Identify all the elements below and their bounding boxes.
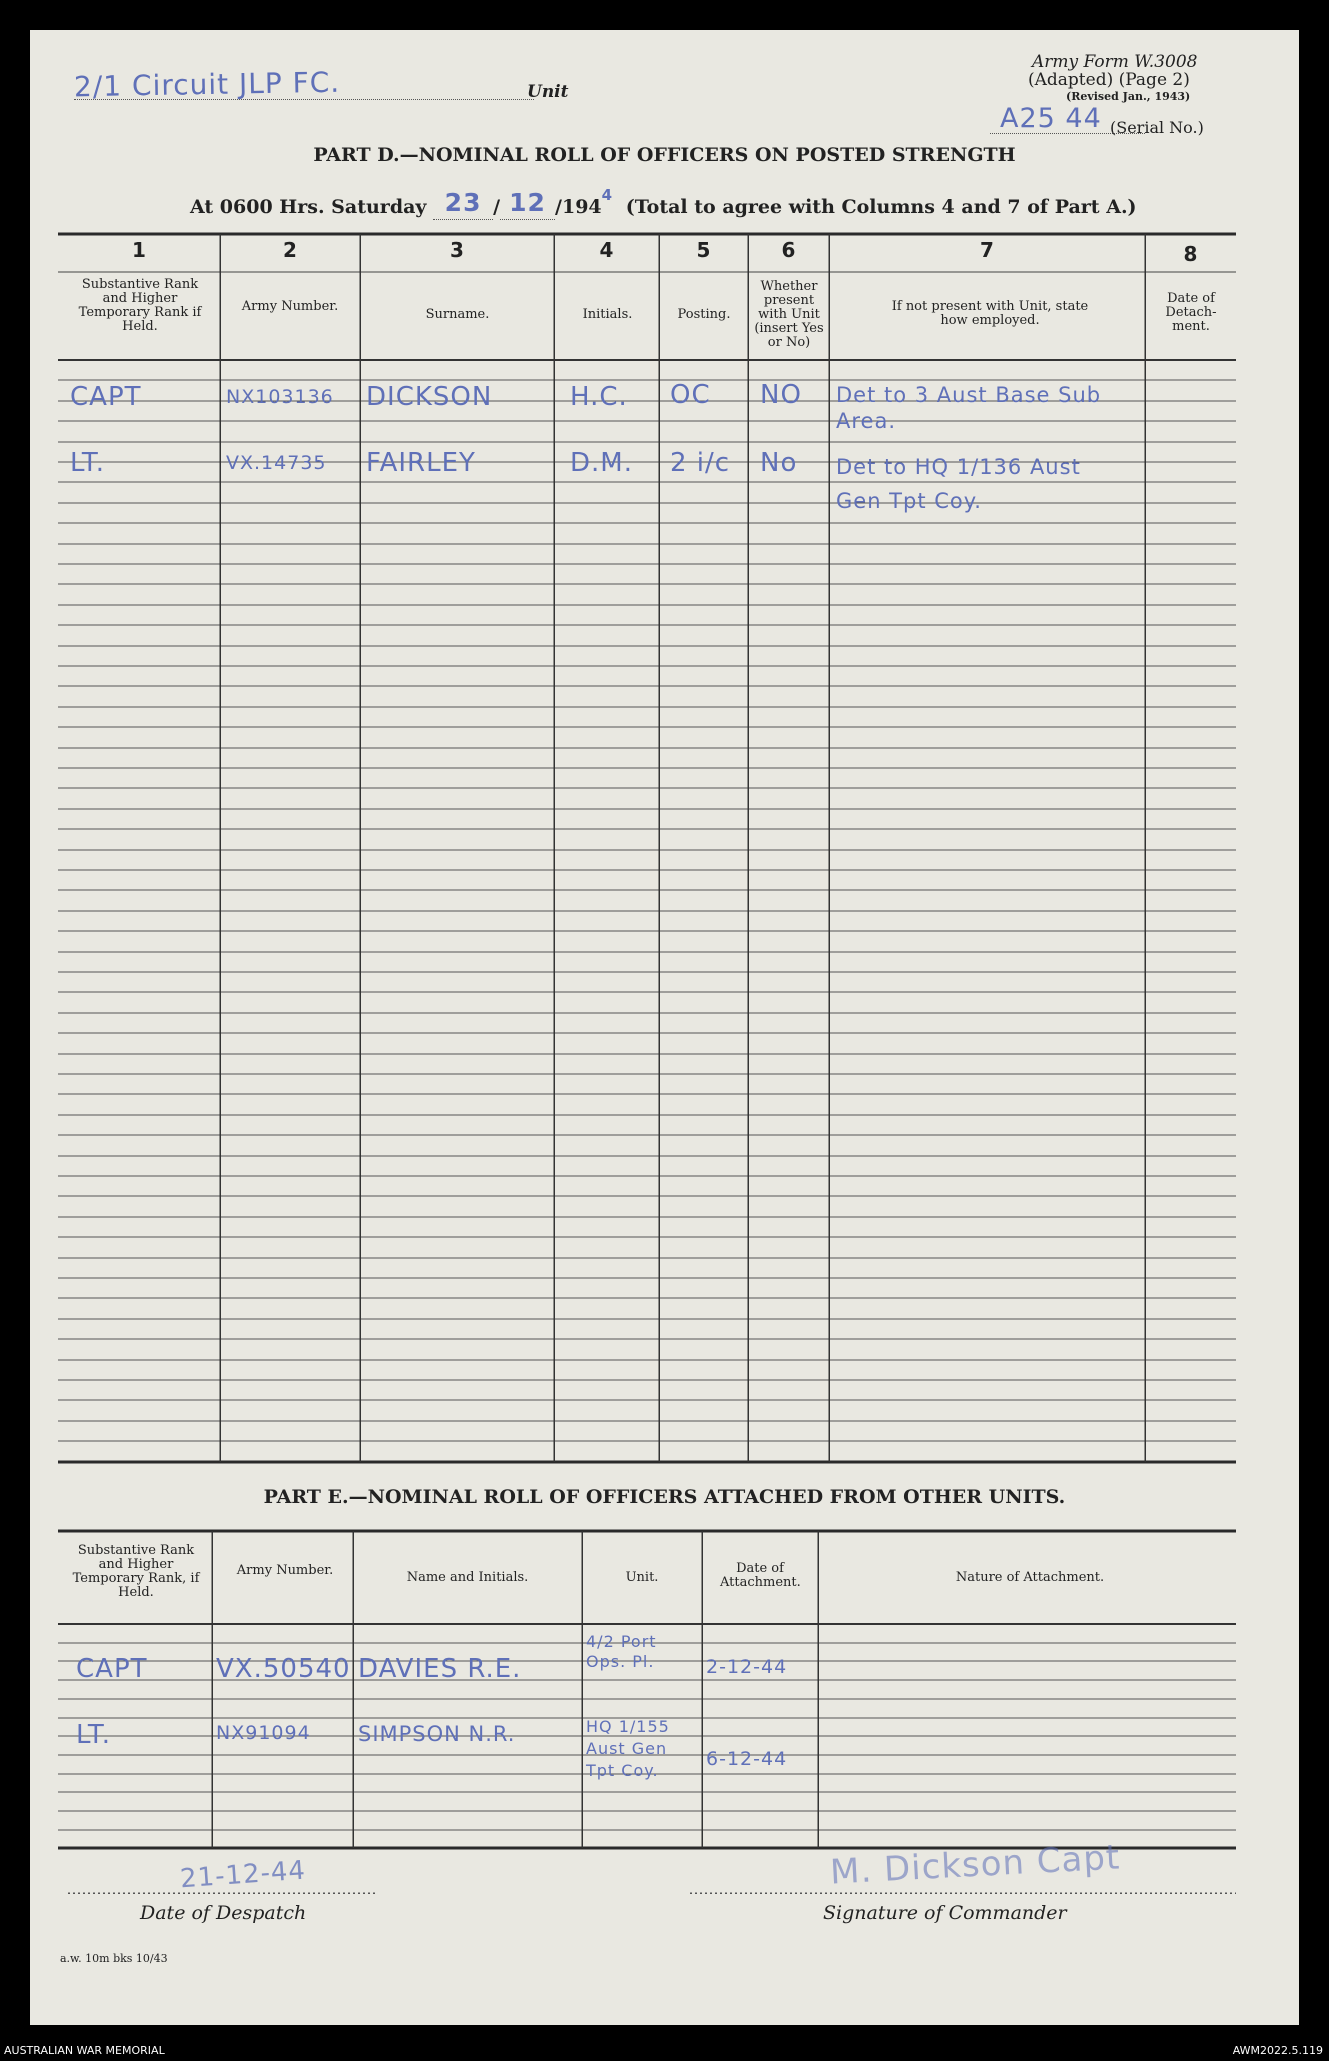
row1-surname: DICKSON — [366, 382, 493, 412]
col-num-3: 3 — [450, 238, 464, 262]
row2-rank: LT. — [70, 448, 105, 478]
row2-number: VX.14735 — [226, 452, 327, 474]
unit-handwritten: 2/1 Circuit JLP FC. — [73, 65, 341, 104]
col-num-2: 2 — [283, 238, 297, 262]
row1-posting: OC — [670, 380, 711, 410]
e-row1-rank: CAPT — [76, 1654, 148, 1684]
col-num-1: 1 — [132, 238, 146, 262]
archive-right-caption: AWM2022.5.119 — [1232, 2044, 1323, 2057]
e-row2-date: 6-12-44 — [706, 1748, 788, 1770]
col-header-surname: Surname. — [425, 307, 490, 322]
row2-employed: Det to HQ 1/136 Aust Gen Tpt Coy. — [836, 455, 1081, 513]
serial-handwritten: A25 44 — [1000, 103, 1102, 134]
col-header-detachment: Date of Detach-ment. — [1165, 291, 1217, 334]
col-header-initials: Initials. — [582, 307, 633, 322]
e-row2-name: SIMPSON N.R. — [358, 1722, 516, 1746]
e-row1-unit: 4/2 Port Ops. Pl. — [586, 1632, 657, 1671]
col-header-employed: If not present with Unit, state how employed. — [891, 299, 1089, 328]
row2-initials: D.M. — [570, 448, 633, 478]
e-col-header-date: Date of Attachment. — [720, 1561, 801, 1590]
form-revised: (Revised Jan., 1943) — [1066, 90, 1191, 103]
signature-label: Signature of Commander — [823, 1902, 1067, 1924]
form-sheet — [30, 30, 1299, 2025]
col-header-rank: Substantive Rank and Higher Temporary Rank if Held. — [78, 277, 202, 334]
date-suffix: (Total to agree with Columns 4 and 7 of Part A.) — [625, 196, 1137, 218]
form-adapted: (Adapted) (Page 2) — [1028, 70, 1190, 90]
date-month: 12 — [509, 188, 546, 217]
row1-number: NX103136 — [226, 386, 334, 408]
form-name: Army Form W.3008 — [1032, 52, 1198, 72]
e-col-header-nature: Nature of Attachment. — [955, 1570, 1105, 1585]
unit-label: Unit — [527, 82, 569, 102]
col-num-4: 4 — [599, 238, 614, 262]
e-col-header-name: Name and Initials. — [406, 1570, 529, 1585]
row1-present: NO — [760, 380, 802, 410]
e-row2-unit: HQ 1/155 Aust Gen Tpt Coy. — [586, 1717, 670, 1780]
serial-label: (Serial No.) — [1110, 118, 1204, 137]
signature-handwritten: M. Dickson Capt — [829, 1837, 1122, 1893]
e-row1-name: DAVIES R.E. — [358, 1654, 522, 1684]
row1-rank: CAPT — [70, 382, 142, 412]
part-d-date-line: At 0600 Hrs. Saturday 23 / 12 $/194^4$ (Total to agree with Columns 4 and 7 of Part A.) — [190, 185, 1137, 218]
e-row1-date: 2-12-44 — [706, 1656, 788, 1678]
e-col-header-rank: Substantive Rank and Higher Temporary Rank, if Held. — [72, 1543, 200, 1600]
e-row2-number: NX91094 — [216, 1722, 311, 1744]
col-num-5: 5 — [696, 238, 711, 262]
col-header-present: Whether present with Unit (insert Yes or No) — [754, 279, 824, 350]
archive-left-caption: AUSTRALIAN WAR MEMORIAL — [4, 2044, 165, 2057]
despatch-label: Date of Despatch — [140, 1902, 307, 1924]
row2-present: No — [760, 448, 798, 478]
part-d-title: PART D.—NOMINAL ROLL OF OFFICERS ON POSTED STRENGTH — [313, 144, 1016, 166]
e-row2-rank: LT. — [76, 1720, 111, 1750]
archive-strip — [0, 2043, 1329, 2061]
col-header-posting: Posting. — [677, 307, 731, 322]
print-code: a.w. 10m bks 10/43 — [60, 1952, 168, 1965]
row1-initials: H.C. — [570, 382, 628, 412]
e-row1-number: VX.50540 — [216, 1654, 351, 1684]
part-e-title: PART E.—NOMINAL ROLL OF OFFICERS ATTACHED FROM OTHER UNITS. — [263, 1486, 1066, 1508]
col-num-8: 8 — [1183, 242, 1198, 266]
row1-employed: Det to 3 Aust Base Sub Area. — [836, 383, 1102, 433]
col-num-6: 6 — [781, 238, 796, 262]
e-col-header-unit: Unit. — [625, 1570, 659, 1585]
col-num-7: 7 — [980, 238, 994, 262]
row2-posting: 2 i/c — [670, 448, 731, 478]
row2-surname: FAIRLEY — [366, 448, 476, 478]
date-day: 23 — [444, 188, 482, 217]
date-prefix: At 0600 Hrs. Saturday — [190, 196, 427, 218]
e-col-header-army-number: Army Number. — [236, 1563, 334, 1578]
date-year-prefix: 194 — [561, 196, 602, 218]
col-header-army-number: Army Number. — [241, 299, 339, 314]
date-year-digit: 4 — [601, 185, 614, 204]
despatch-handwritten: 21-12-44 — [179, 1855, 307, 1895]
